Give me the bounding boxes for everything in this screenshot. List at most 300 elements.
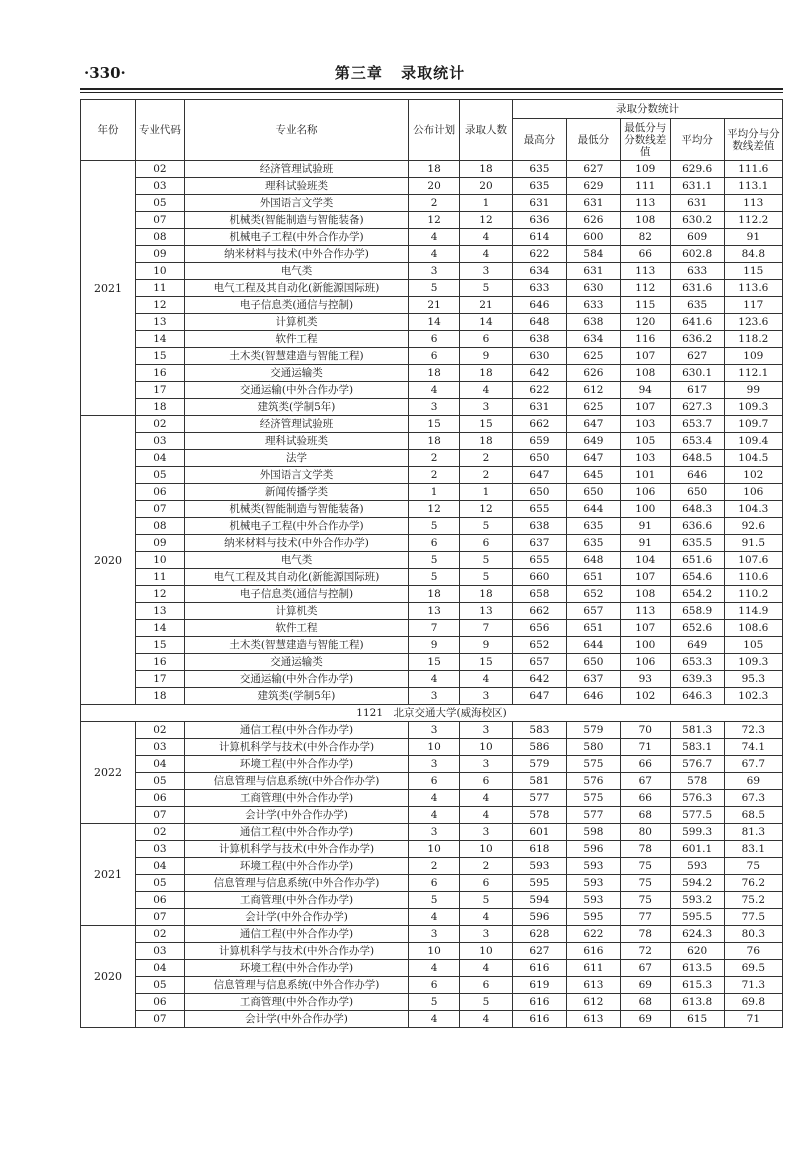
name-cell: 经济管理试验班 (184, 416, 408, 433)
plan-cell: 12 (409, 501, 460, 518)
name-cell: 机械类(智能制造与智能装备) (184, 212, 408, 229)
max-cell: 662 (512, 416, 566, 433)
max-cell: 658 (512, 586, 566, 603)
max-cell: 655 (512, 501, 566, 518)
avg-cell: 602.8 (670, 246, 724, 263)
avg-diff-cell: 91.5 (724, 535, 782, 552)
avg-cell: 652.6 (670, 620, 724, 637)
plan-cell: 4 (409, 790, 460, 807)
plan-cell: 2 (409, 195, 460, 212)
min-cell: 616 (566, 943, 620, 960)
min-diff-cell: 107 (620, 348, 670, 365)
min-cell: 626 (566, 212, 620, 229)
min-cell: 576 (566, 773, 620, 790)
code-cell: 03 (136, 739, 185, 756)
col-avg-diff: 平均分与分数线差值 (724, 119, 782, 161)
avg-diff-cell: 69.8 (724, 994, 782, 1011)
code-cell: 08 (136, 518, 185, 535)
name-cell: 会计学(中外合作办学) (184, 909, 408, 926)
col-admitted: 录取人数 (460, 100, 513, 161)
admitted-cell: 7 (460, 620, 513, 637)
avg-cell: 581.3 (670, 722, 724, 739)
name-cell: 交通运输(中外合作办学) (184, 382, 408, 399)
max-cell: 662 (512, 603, 566, 620)
avg-cell: 615 (670, 1011, 724, 1028)
admitted-cell: 10 (460, 943, 513, 960)
name-cell: 交通运输类 (184, 365, 408, 382)
code-cell: 14 (136, 620, 185, 637)
table-row (81, 297, 783, 314)
min-diff-cell: 108 (620, 365, 670, 382)
avg-diff-cell: 117 (724, 297, 782, 314)
min-diff-cell: 77 (620, 909, 670, 926)
code-cell: 06 (136, 994, 185, 1011)
min-cell: 600 (566, 229, 620, 246)
page-number: ·330· (84, 64, 126, 82)
avg-diff-cell: 81.3 (724, 824, 782, 841)
admitted-cell: 18 (460, 161, 513, 178)
name-cell: 环境工程(中外合作办学) (184, 756, 408, 773)
admitted-cell: 3 (460, 722, 513, 739)
plan-cell: 3 (409, 722, 460, 739)
min-cell: 651 (566, 620, 620, 637)
max-cell: 631 (512, 399, 566, 416)
name-cell: 工商管理(中外合作办学) (184, 994, 408, 1011)
min-diff-cell: 112 (620, 280, 670, 297)
avg-cell: 653.4 (670, 433, 724, 450)
min-cell: 629 (566, 178, 620, 195)
min-cell: 575 (566, 756, 620, 773)
min-diff-cell: 70 (620, 722, 670, 739)
min-diff-cell: 69 (620, 977, 670, 994)
admitted-cell: 3 (460, 399, 513, 416)
admitted-cell: 18 (460, 433, 513, 450)
min-cell: 593 (566, 858, 620, 875)
table-row (81, 161, 783, 178)
plan-cell: 5 (409, 280, 460, 297)
table-row (81, 790, 783, 807)
max-cell: 616 (512, 1011, 566, 1028)
admitted-cell: 4 (460, 807, 513, 824)
avg-diff-cell: 99 (724, 382, 782, 399)
school-row: 1121 北京交通大学(威海校区) (81, 705, 783, 722)
plan-cell: 4 (409, 909, 460, 926)
max-cell: 631 (512, 195, 566, 212)
plan-cell: 4 (409, 1011, 460, 1028)
avg-diff-cell: 118.2 (724, 331, 782, 348)
plan-cell: 6 (409, 331, 460, 348)
max-cell: 660 (512, 569, 566, 586)
min-diff-cell: 66 (620, 246, 670, 263)
min-diff-cell: 100 (620, 501, 670, 518)
min-diff-cell: 108 (620, 212, 670, 229)
code-cell: 05 (136, 467, 185, 484)
avg-cell: 658.9 (670, 603, 724, 620)
min-diff-cell: 115 (620, 297, 670, 314)
code-cell: 18 (136, 399, 185, 416)
plan-cell: 10 (409, 841, 460, 858)
col-min: 最低分 (566, 119, 620, 161)
admitted-cell: 20 (460, 178, 513, 195)
plan-cell: 18 (409, 365, 460, 382)
plan-cell: 15 (409, 654, 460, 671)
plan-cell: 3 (409, 926, 460, 943)
table-row (81, 807, 783, 824)
table-row (81, 552, 783, 569)
name-cell: 通信工程(中外合作办学) (184, 926, 408, 943)
code-cell: 05 (136, 977, 185, 994)
code-cell: 05 (136, 773, 185, 790)
min-diff-cell: 75 (620, 875, 670, 892)
min-diff-cell: 66 (620, 790, 670, 807)
table-row (81, 909, 783, 926)
plan-cell: 18 (409, 433, 460, 450)
max-cell: 616 (512, 994, 566, 1011)
plan-cell: 2 (409, 450, 460, 467)
max-cell: 593 (512, 858, 566, 875)
name-cell: 理科试验班类 (184, 178, 408, 195)
avg-diff-cell: 67.3 (724, 790, 782, 807)
table-row (81, 603, 783, 620)
min-diff-cell: 108 (620, 586, 670, 603)
min-diff-cell: 75 (620, 892, 670, 909)
admitted-cell: 6 (460, 977, 513, 994)
admitted-cell: 6 (460, 331, 513, 348)
name-cell: 通信工程(中外合作办学) (184, 824, 408, 841)
max-cell: 614 (512, 229, 566, 246)
code-cell: 07 (136, 909, 185, 926)
admission-table (80, 99, 783, 1028)
max-cell: 635 (512, 178, 566, 195)
table-body-main (81, 161, 783, 705)
avg-diff-cell: 108.6 (724, 620, 782, 637)
avg-cell: 593 (670, 858, 724, 875)
min-cell: 635 (566, 535, 620, 552)
table-row (81, 671, 783, 688)
max-cell: 635 (512, 161, 566, 178)
min-cell: 638 (566, 314, 620, 331)
admitted-cell: 18 (460, 586, 513, 603)
table-row (81, 637, 783, 654)
col-year: 年份 (81, 100, 136, 161)
code-cell: 02 (136, 722, 185, 739)
admitted-cell: 10 (460, 739, 513, 756)
admitted-cell: 18 (460, 365, 513, 382)
code-cell: 06 (136, 790, 185, 807)
max-cell: 657 (512, 654, 566, 671)
admitted-cell: 14 (460, 314, 513, 331)
min-diff-cell: 106 (620, 484, 670, 501)
name-cell: 会计学(中外合作办学) (184, 807, 408, 824)
min-cell: 630 (566, 280, 620, 297)
avg-cell: 651.6 (670, 552, 724, 569)
avg-cell: 636.6 (670, 518, 724, 535)
admitted-cell: 3 (460, 756, 513, 773)
admitted-cell: 4 (460, 1011, 513, 1028)
avg-diff-cell: 123.6 (724, 314, 782, 331)
admitted-cell: 9 (460, 348, 513, 365)
min-diff-cell: 72 (620, 943, 670, 960)
plan-cell: 21 (409, 297, 460, 314)
admitted-cell: 12 (460, 212, 513, 229)
plan-cell: 13 (409, 603, 460, 620)
avg-cell: 631.1 (670, 178, 724, 195)
avg-diff-cell: 92.6 (724, 518, 782, 535)
code-cell: 03 (136, 943, 185, 960)
avg-diff-cell: 115 (724, 263, 782, 280)
admitted-cell: 4 (460, 246, 513, 263)
max-cell: 655 (512, 552, 566, 569)
min-diff-cell: 111 (620, 178, 670, 195)
code-cell: 15 (136, 637, 185, 654)
max-cell: 659 (512, 433, 566, 450)
code-cell: 10 (136, 552, 185, 569)
min-diff-cell: 68 (620, 807, 670, 824)
name-cell: 信息管理与信息系统(中外合作办学) (184, 875, 408, 892)
name-cell: 理科试验班类 (184, 433, 408, 450)
avg-diff-cell: 69.5 (724, 960, 782, 977)
col-code: 专业代码 (136, 100, 185, 161)
min-cell: 580 (566, 739, 620, 756)
plan-cell: 9 (409, 637, 460, 654)
max-cell: 636 (512, 212, 566, 229)
table-row (81, 280, 783, 297)
avg-diff-cell: 105 (724, 637, 782, 654)
min-cell: 625 (566, 348, 620, 365)
avg-diff-cell: 83.1 (724, 841, 782, 858)
min-cell: 611 (566, 960, 620, 977)
min-cell: 646 (566, 688, 620, 705)
min-diff-cell: 78 (620, 926, 670, 943)
admitted-cell: 3 (460, 926, 513, 943)
code-cell: 05 (136, 195, 185, 212)
avg-cell: 636.2 (670, 331, 724, 348)
code-cell: 09 (136, 535, 185, 552)
chapter-title: 录取统计 (401, 64, 466, 82)
col-avg: 平均分 (670, 119, 724, 161)
avg-cell: 635 (670, 297, 724, 314)
min-cell: 657 (566, 603, 620, 620)
avg-cell: 609 (670, 229, 724, 246)
name-cell: 计算机科学与技术(中外合作办学) (184, 943, 408, 960)
max-cell: 596 (512, 909, 566, 926)
code-cell: 13 (136, 603, 185, 620)
min-cell: 593 (566, 892, 620, 909)
name-cell: 工商管理(中外合作办学) (184, 892, 408, 909)
min-cell: 648 (566, 552, 620, 569)
col-score-group: 录取分数统计 (512, 100, 782, 119)
min-diff-cell: 103 (620, 416, 670, 433)
name-cell: 交通运输类 (184, 654, 408, 671)
year-cell: 2021 (81, 161, 136, 416)
table-row (81, 654, 783, 671)
avg-cell: 613.5 (670, 960, 724, 977)
avg-diff-cell: 111.6 (724, 161, 782, 178)
avg-diff-cell: 72.3 (724, 722, 782, 739)
plan-cell: 6 (409, 875, 460, 892)
table-body-weihai (81, 722, 783, 1028)
max-cell: 616 (512, 960, 566, 977)
min-cell: 637 (566, 671, 620, 688)
col-plan: 公布计划 (409, 100, 460, 161)
table-row (81, 756, 783, 773)
table-row (81, 229, 783, 246)
table-row (81, 331, 783, 348)
min-diff-cell: 66 (620, 756, 670, 773)
avg-diff-cell: 109 (724, 348, 782, 365)
min-cell: 627 (566, 161, 620, 178)
admitted-cell: 6 (460, 875, 513, 892)
avg-cell: 595.5 (670, 909, 724, 926)
code-cell: 16 (136, 365, 185, 382)
table-row (81, 501, 783, 518)
col-name: 专业名称 (184, 100, 408, 161)
avg-diff-cell: 75.2 (724, 892, 782, 909)
min-diff-cell: 80 (620, 824, 670, 841)
avg-diff-cell: 91 (724, 229, 782, 246)
table-row (81, 892, 783, 909)
table-row (81, 722, 783, 739)
year-cell: 2020 (81, 926, 136, 1028)
name-cell: 法学 (184, 450, 408, 467)
max-cell: 656 (512, 620, 566, 637)
min-diff-cell: 101 (620, 467, 670, 484)
plan-cell: 3 (409, 824, 460, 841)
min-cell: 635 (566, 518, 620, 535)
min-diff-cell: 68 (620, 994, 670, 1011)
min-cell: 612 (566, 994, 620, 1011)
max-cell: 638 (512, 331, 566, 348)
min-diff-cell: 69 (620, 1011, 670, 1028)
max-cell: 627 (512, 943, 566, 960)
admitted-cell: 5 (460, 892, 513, 909)
table-row (81, 348, 783, 365)
avg-diff-cell: 109.3 (724, 399, 782, 416)
admitted-cell: 4 (460, 960, 513, 977)
avg-cell: 630.1 (670, 365, 724, 382)
table-row (81, 620, 783, 637)
avg-cell: 599.3 (670, 824, 724, 841)
min-cell: 613 (566, 1011, 620, 1028)
admitted-cell: 5 (460, 569, 513, 586)
min-cell: 598 (566, 824, 620, 841)
admitted-cell: 6 (460, 773, 513, 790)
max-cell: 637 (512, 535, 566, 552)
avg-diff-cell: 104.5 (724, 450, 782, 467)
plan-cell: 5 (409, 552, 460, 569)
name-cell: 电气工程及其自动化(新能源国际班) (184, 280, 408, 297)
min-diff-cell: 67 (620, 960, 670, 977)
avg-cell: 583.1 (670, 739, 724, 756)
plan-cell: 2 (409, 467, 460, 484)
plan-cell: 4 (409, 229, 460, 246)
table-row (81, 875, 783, 892)
name-cell: 外国语言文学类 (184, 467, 408, 484)
year-cell: 2022 (81, 722, 136, 824)
min-cell: 622 (566, 926, 620, 943)
avg-diff-cell: 113.1 (724, 178, 782, 195)
avg-cell: 648.3 (670, 501, 724, 518)
plan-cell: 4 (409, 246, 460, 263)
name-cell: 机械类(智能制造与智能装备) (184, 501, 408, 518)
min-cell: 647 (566, 416, 620, 433)
min-diff-cell: 105 (620, 433, 670, 450)
plan-cell: 6 (409, 535, 460, 552)
code-cell: 07 (136, 1011, 185, 1028)
admitted-cell: 5 (460, 994, 513, 1011)
code-cell: 07 (136, 212, 185, 229)
name-cell: 计算机类 (184, 603, 408, 620)
table-row (81, 416, 783, 433)
avg-diff-cell: 102.3 (724, 688, 782, 705)
min-cell: 645 (566, 467, 620, 484)
avg-diff-cell: 74.1 (724, 739, 782, 756)
code-cell: 06 (136, 892, 185, 909)
max-cell: 595 (512, 875, 566, 892)
name-cell: 计算机科学与技术(中外合作办学) (184, 841, 408, 858)
name-cell: 电气工程及其自动化(新能源国际班) (184, 569, 408, 586)
avg-diff-cell: 75 (724, 858, 782, 875)
plan-cell: 4 (409, 671, 460, 688)
name-cell: 电气类 (184, 263, 408, 280)
avg-diff-cell: 71.3 (724, 977, 782, 994)
table-row (81, 382, 783, 399)
avg-cell: 627.3 (670, 399, 724, 416)
admitted-cell: 10 (460, 841, 513, 858)
plan-cell: 3 (409, 756, 460, 773)
min-diff-cell: 67 (620, 773, 670, 790)
avg-diff-cell: 106 (724, 484, 782, 501)
year-cell: 2021 (81, 824, 136, 926)
chapter-label: 第三章 (334, 64, 383, 82)
avg-cell: 601.1 (670, 841, 724, 858)
table-row (81, 688, 783, 705)
min-cell: 577 (566, 807, 620, 824)
min-cell: 650 (566, 484, 620, 501)
name-cell: 电子信息类(通信与控制) (184, 586, 408, 603)
avg-diff-cell: 110.2 (724, 586, 782, 603)
name-cell: 机械电子工程(中外合作办学) (184, 518, 408, 535)
code-cell: 08 (136, 229, 185, 246)
max-cell: 622 (512, 246, 566, 263)
name-cell: 土木类(智慧建造与智能工程) (184, 348, 408, 365)
min-diff-cell: 109 (620, 161, 670, 178)
code-cell: 07 (136, 807, 185, 824)
table-row (81, 569, 783, 586)
max-cell: 577 (512, 790, 566, 807)
plan-cell: 10 (409, 943, 460, 960)
max-cell: 618 (512, 841, 566, 858)
min-diff-cell: 107 (620, 620, 670, 637)
name-cell: 电子信息类(通信与控制) (184, 297, 408, 314)
name-cell: 交通运输(中外合作办学) (184, 671, 408, 688)
code-cell: 03 (136, 841, 185, 858)
plan-cell: 14 (409, 314, 460, 331)
name-cell: 环境工程(中外合作办学) (184, 858, 408, 875)
avg-diff-cell: 109.4 (724, 433, 782, 450)
min-cell: 631 (566, 263, 620, 280)
max-cell: 628 (512, 926, 566, 943)
max-cell: 650 (512, 484, 566, 501)
avg-diff-cell: 113.6 (724, 280, 782, 297)
name-cell: 土木类(智慧建造与智能工程) (184, 637, 408, 654)
min-diff-cell: 91 (620, 535, 670, 552)
min-cell: 579 (566, 722, 620, 739)
table-row (81, 943, 783, 960)
max-cell: 652 (512, 637, 566, 654)
admitted-cell: 3 (460, 688, 513, 705)
table-row (81, 926, 783, 943)
